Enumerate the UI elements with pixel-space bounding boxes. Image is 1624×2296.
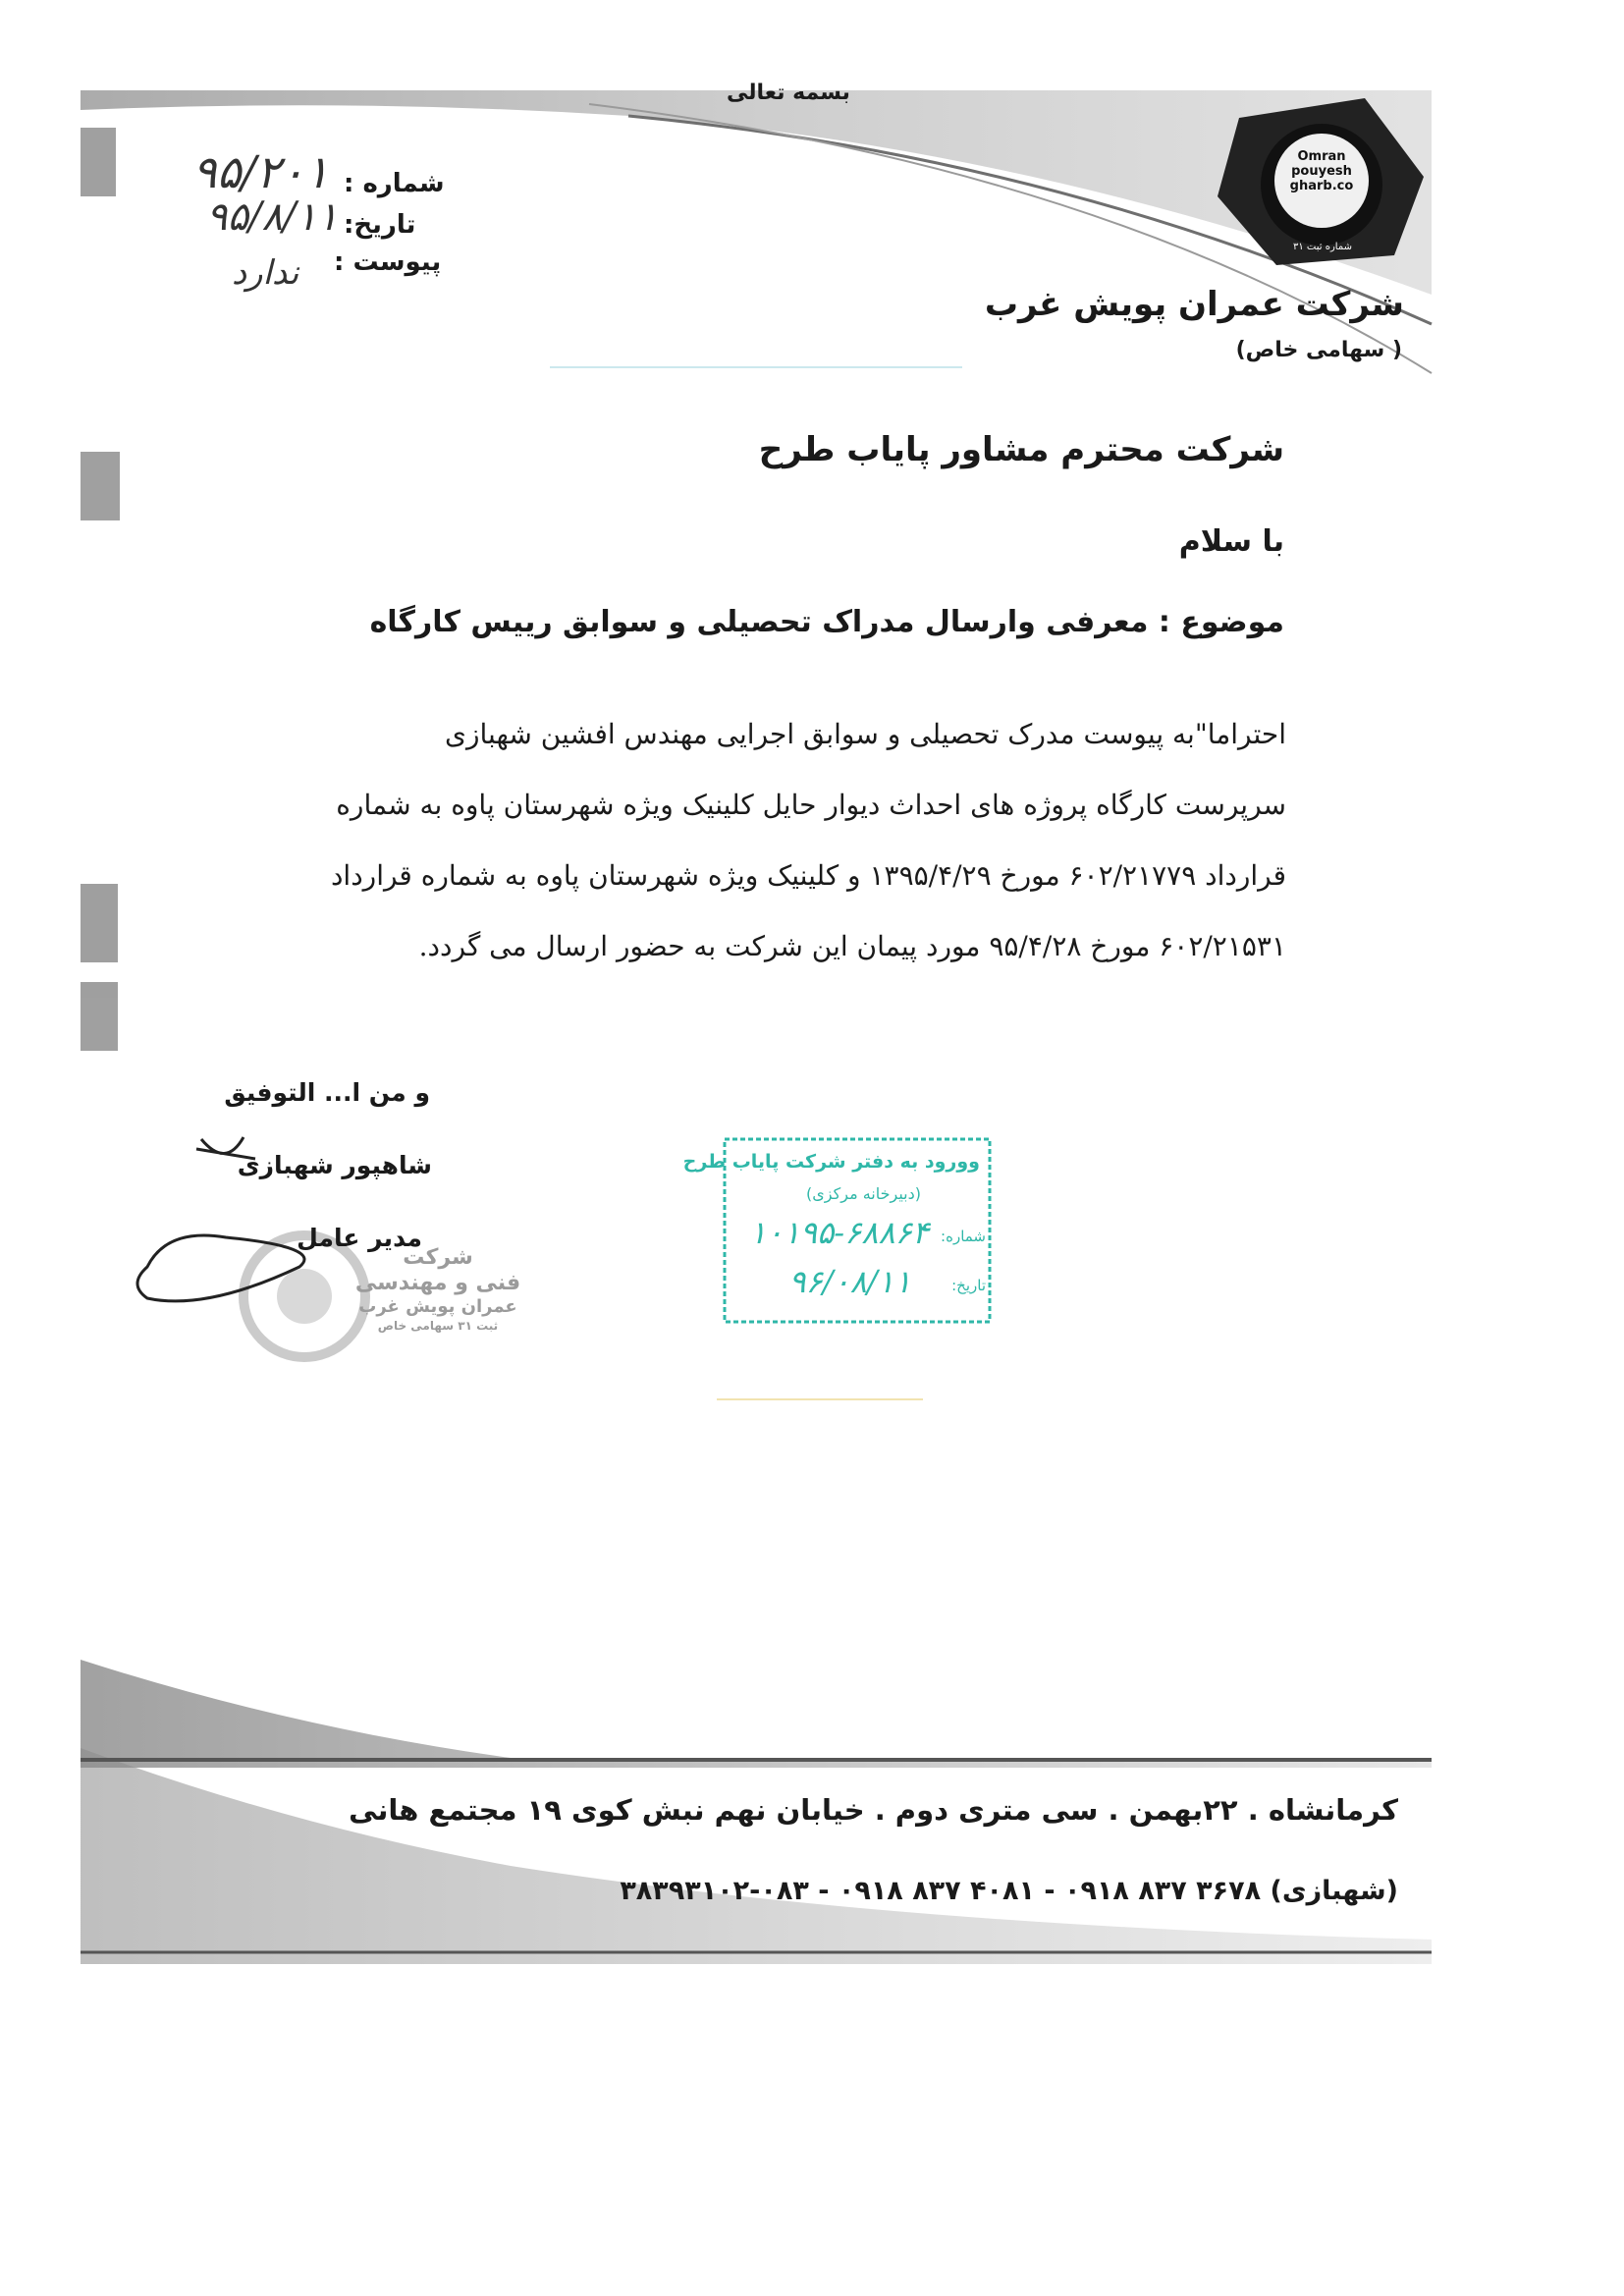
subject: موضوع : معرفی وارسال مدراک تحصیلی و سوابق رییس کارگاه: [369, 605, 1284, 639]
received-stamp: [682, 1139, 990, 1322]
body-line-2: سرپرست کارگاه پروژه های احداث دیوار حایل کلینیک ویژه شهرستان پاوه به شماره: [336, 789, 1286, 821]
seal-line-1: شرکت: [403, 1245, 473, 1270]
stamp-title: وورود به دفتر شرکت پایاب طرح: [682, 1151, 980, 1173]
company-seal: [340, 1245, 536, 1334]
stamp-number-value: ۱۰۱۹۵-۶۸۸۶۴: [749, 1214, 929, 1251]
body-line-1: احتراما"به پیوست مدرک تحصیلی و سوابق اجرایی مهندس افشین شهبازی: [445, 718, 1286, 750]
footer-phones: (شهبازی) ۳۶۷۸ ۸۳۷ ۰۹۱۸ - ۴۰۸۱ ۸۳۷ ۰۹۱۸ - ۰۸۳-۳۸۳۹۳۱۰۲: [620, 1876, 1398, 1906]
footer-address: کرمانشاه . ۲۲بهمن . سی متری دوم . خیابان نهم نبش کوی ۱۹ مجتمع هانی: [349, 1793, 1398, 1827]
seal-line-3: عمران پویش غرب: [358, 1296, 517, 1317]
greeting: با سلام: [1178, 524, 1284, 559]
number-label: شماره :: [344, 169, 445, 198]
signer-name: شاهپور شهبازی: [237, 1151, 432, 1179]
stamp-date-label: تاریخ:: [951, 1277, 986, 1294]
stamp-date-value: ۹۶/۰۸/۱۱: [788, 1263, 911, 1300]
seal-line-2: فنی و مهندسی: [354, 1271, 521, 1295]
date-label: تاریخ:: [344, 210, 416, 240]
logo-line-2: pouyesh: [1291, 164, 1352, 179]
seal-line-4: ثبت ۳۱ سهامی خاص: [377, 1319, 499, 1333]
stamp-subtitle: (دبیرخانه مرکزی): [806, 1184, 921, 1203]
logo-line-1: Omran: [1297, 149, 1346, 164]
body-line-4: ۶۰۲/۲۱۵۳۱ مورخ ۹۵/۴/۲۸ مورد پیمان این شرکت به حضور ارسال می گردد.: [418, 930, 1286, 962]
logo-registration: شماره ثبت ۳۱: [1292, 242, 1352, 252]
company-name: شرکت عمران پویش غرب: [984, 285, 1404, 324]
stamp-number-label: شماره:: [941, 1228, 986, 1245]
addressee: شرکت محترم مشاور پایاب طرح: [758, 430, 1284, 469]
logo-text: [1286, 149, 1357, 193]
attachment-handwritten: ندارد: [232, 253, 299, 293]
date-handwritten: ۹۵/۸/۱۱: [206, 194, 339, 240]
attachment-label: پیوست :: [334, 247, 442, 277]
number-handwritten: ۹۵/۲۰۱: [192, 145, 330, 198]
top-heading: بسمه تعالی: [727, 81, 850, 105]
logo-line-3: gharb.co: [1289, 179, 1354, 193]
closing: و من ا... التوفیق: [224, 1078, 430, 1107]
signer-title: مدیر عامل: [297, 1224, 422, 1252]
body-line-3: قرارداد ۶۰۲/۲۱۷۷۹ مورخ ۱۳۹۵/۴/۲۹ و کلینیک ویژه شهرستان پاوه به شماره قرارداد: [330, 859, 1286, 892]
company-type: ( سهامی خاص): [1235, 338, 1402, 362]
